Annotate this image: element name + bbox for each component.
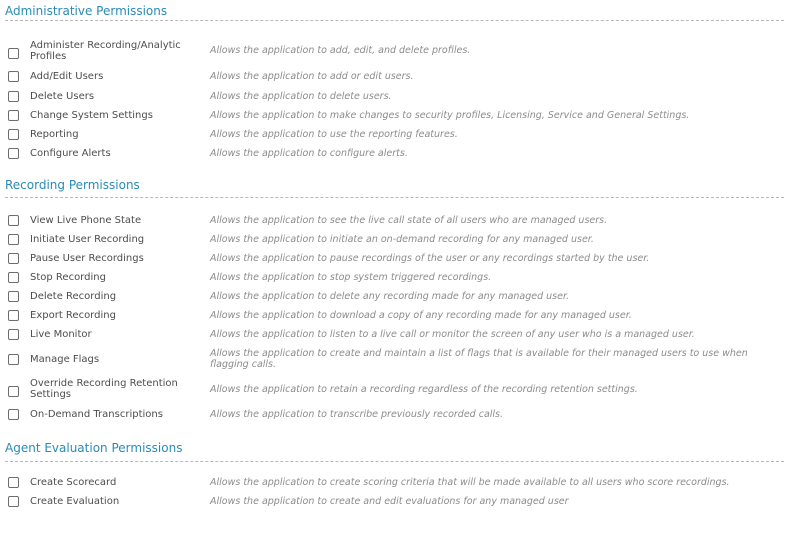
permission-name: Initiate User Recording (30, 234, 145, 245)
permission-description: Allows the application to delete users. (210, 91, 392, 102)
permission-description: Allows the application to retain a recording regardless of the recording retention settings. (210, 384, 638, 395)
permission-checkbox[interactable] (8, 71, 19, 82)
permission-name: Export Recording (30, 310, 116, 321)
permission-checkbox[interactable] (8, 253, 19, 264)
permission-name: Stop Recording (30, 272, 106, 283)
permission-description: Allows the application to create and edit evaluations for any managed user (210, 496, 569, 507)
permission-description: Allows the application to stop system triggered recordings. (210, 272, 492, 283)
permission-description: Allows the application to use the reporting features. (210, 129, 458, 140)
permission-checkbox[interactable] (8, 386, 19, 397)
permission-checkbox[interactable] (8, 272, 19, 283)
permission-name: Administer Recording/Analytic Profiles (30, 40, 181, 62)
permission-name: Pause User Recordings (30, 253, 144, 264)
permission-description: Allows the application to initiate an on-demand recording for any managed user. (210, 234, 594, 245)
permission-checkbox[interactable] (8, 129, 19, 140)
permission-checkbox[interactable] (8, 234, 19, 245)
permission-name: Delete Recording (30, 291, 117, 302)
permission-name: On-Demand Transcriptions (30, 409, 163, 420)
permission-description: Allows the application to download a copy of any recording made for any managed user. (210, 310, 632, 321)
permission-description: Allows the application to add or edit users. (210, 71, 414, 82)
permission-description: Allows the application to pause recordings of the user or any recordings started by the user. (210, 253, 650, 264)
permission-name: Delete Users (30, 91, 95, 102)
permission-checkbox[interactable] (8, 329, 19, 340)
permission-checkbox[interactable] (8, 496, 19, 507)
permission-checkbox[interactable] (8, 91, 19, 102)
section-title: Administrative Permissions (5, 4, 168, 18)
permission-name: Reporting (30, 129, 79, 140)
permission-description: Allows the application to make changes to security profiles, Licensing, Service and General Settings. (210, 110, 690, 121)
permission-description: Allows the application to see the live call state of all users who are managed users. (210, 215, 608, 226)
permission-checkbox[interactable] (8, 354, 19, 365)
permission-checkbox[interactable] (8, 291, 19, 302)
permission-name: View Live Phone State (30, 215, 142, 226)
permission-checkbox[interactable] (8, 477, 19, 488)
permission-description: Allows the application to add, edit, and delete profiles. (210, 45, 471, 56)
permission-description: Allows the application to create and maintain a list of flags that is available for their managed users to use when flagging calls. (210, 348, 748, 370)
section-title: Agent Evaluation Permissions (5, 441, 183, 455)
permission-name: Configure Alerts (30, 148, 111, 159)
permission-description: Allows the application to configure alerts. (210, 148, 408, 159)
permission-name: Live Monitor (30, 329, 92, 340)
permission-checkbox[interactable] (8, 215, 19, 226)
permission-description: Allows the application to transcribe previously recorded calls. (210, 409, 504, 420)
permission-checkbox[interactable] (8, 148, 19, 159)
permission-name: Override Recording Retention Settings (30, 378, 178, 400)
permission-name: Create Scorecard (30, 477, 117, 488)
permission-name: Create Evaluation (30, 496, 120, 507)
permission-checkbox[interactable] (8, 310, 19, 321)
permission-name: Change System Settings (30, 110, 153, 121)
permission-name: Add/Edit Users (30, 71, 104, 82)
section-divider (5, 197, 784, 198)
permission-checkbox[interactable] (8, 409, 19, 420)
permission-description: Allows the application to delete any recording made for any managed user. (210, 291, 570, 302)
permission-description: Allows the application to listen to a live call or monitor the screen of any user who is a managed user. (210, 329, 695, 340)
permission-checkbox[interactable] (8, 48, 19, 59)
permission-description: Allows the application to create scoring criteria that will be made available to all users who score recordings. (210, 477, 730, 488)
permission-name: Manage Flags (30, 354, 100, 365)
permission-checkbox[interactable] (8, 110, 19, 121)
section-title: Recording Permissions (5, 178, 140, 192)
section-divider (5, 20, 784, 21)
section-divider (5, 461, 784, 462)
